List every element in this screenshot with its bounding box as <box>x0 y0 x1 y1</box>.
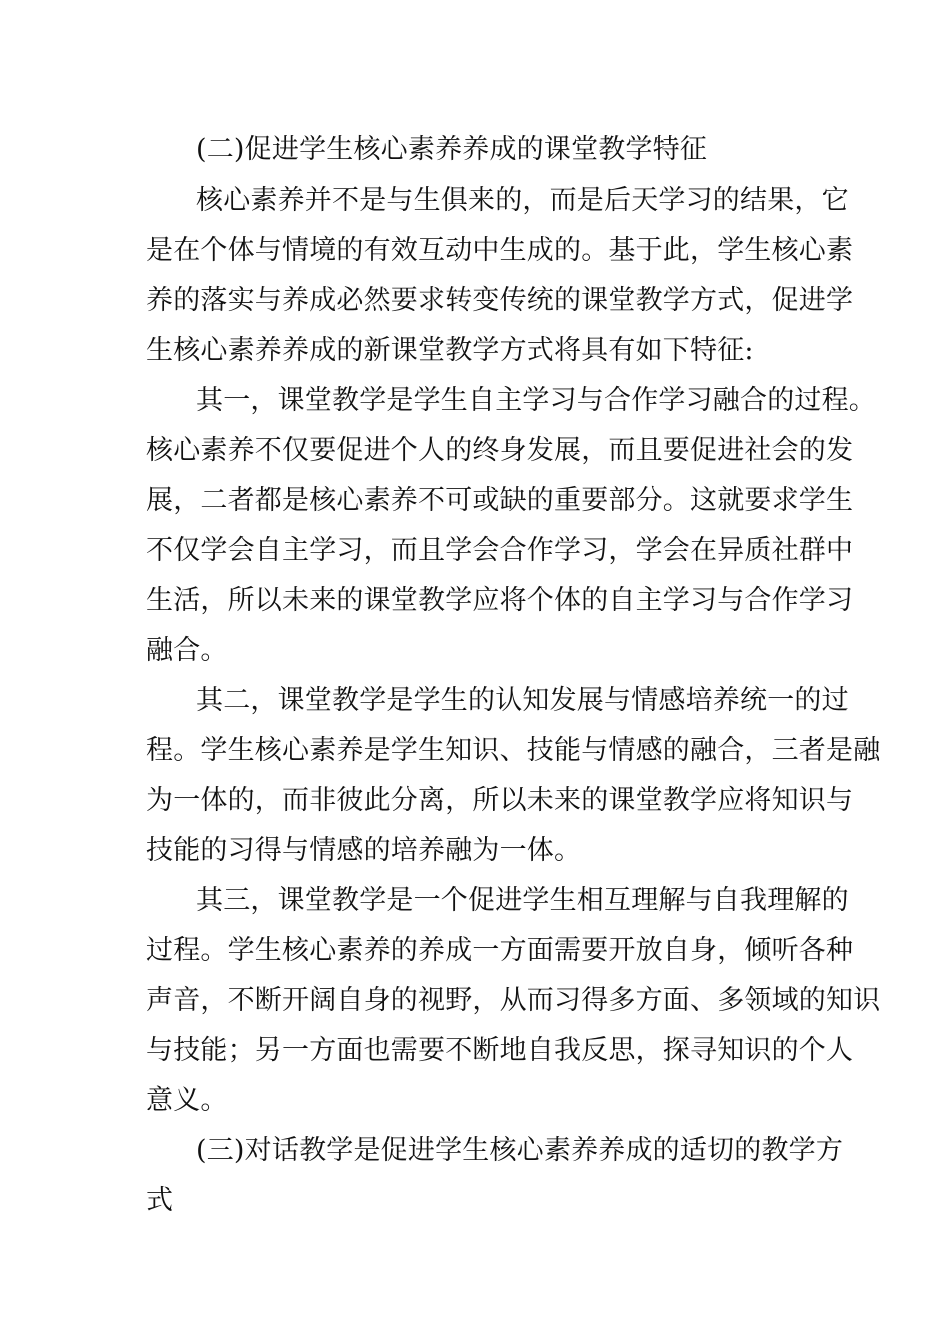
section-heading-3-line-1: (三)对话教学是促进学生核心素养养成的适切的教学方 <box>196 1135 844 1166</box>
paragraph-3-line-4: 技能的习得与情感的培养融为一体。 <box>146 835 582 866</box>
paragraph-3-line-2: 程。学生核心素养是学生知识、技能与情感的融合，三者是融 <box>146 735 881 766</box>
paragraph-1-line-2: 是在个体与情境的有效互动中生成的。基于此，学生核心素 <box>146 235 854 266</box>
paragraph-4-line-5: 意义。 <box>146 1085 228 1116</box>
paragraph-4-line-4: 与技能；另一方面也需要不断地自我反思，探寻知识的个人 <box>146 1035 854 1066</box>
paragraph-2-line-4: 不仅学会自主学习，而且学会合作学习，学会在异质社群中 <box>146 535 854 566</box>
paragraph-2-line-3: 展，二者都是核心素养不可或缺的重要部分。这就要求学生 <box>146 485 854 516</box>
paragraph-4-line-1: 其三，课堂教学是一个促进学生相互理解与自我理解的 <box>196 885 849 916</box>
paragraph-3-line-3: 为一体的，而非彼此分离，所以未来的课堂教学应将知识与 <box>146 785 854 816</box>
paragraph-1-line-4: 生核心素养养成的新课堂教学方式将具有如下特征: <box>146 335 754 366</box>
paragraph-4-line-3: 声音，不断开阔自身的视野，从而习得多方面、多领域的知识 <box>146 985 881 1016</box>
paragraph-1-line-3: 养的落实与养成必然要求转变传统的课堂教学方式，促进学 <box>146 285 854 316</box>
paragraph-4-line-2: 过程。学生核心素养的养成一方面需要开放自身，倾听各种 <box>146 935 854 966</box>
section-heading-3-line-2: 式 <box>146 1185 174 1216</box>
paragraph-2-line-1: 其一，课堂教学是学生自主学习与合作学习融合的过程。 <box>196 385 876 416</box>
paragraph-2-line-6: 融合。 <box>146 635 228 666</box>
paragraph-3-line-1: 其二，课堂教学是学生的认知发展与情感培养统一的过 <box>196 685 849 716</box>
section-heading-2: (二)促进学生核心素养养成的课堂教学特征 <box>196 134 708 165</box>
paragraph-2-line-2: 核心素养不仅要促进个人的终身发展，而且要促进社会的发 <box>146 435 854 466</box>
paragraph-2-line-5: 生活，所以未来的课堂教学应将个体的自主学习与合作学习 <box>146 585 854 616</box>
paragraph-1-line-1: 核心素养并不是与生俱来的，而是后天学习的结果，它 <box>196 185 849 216</box>
